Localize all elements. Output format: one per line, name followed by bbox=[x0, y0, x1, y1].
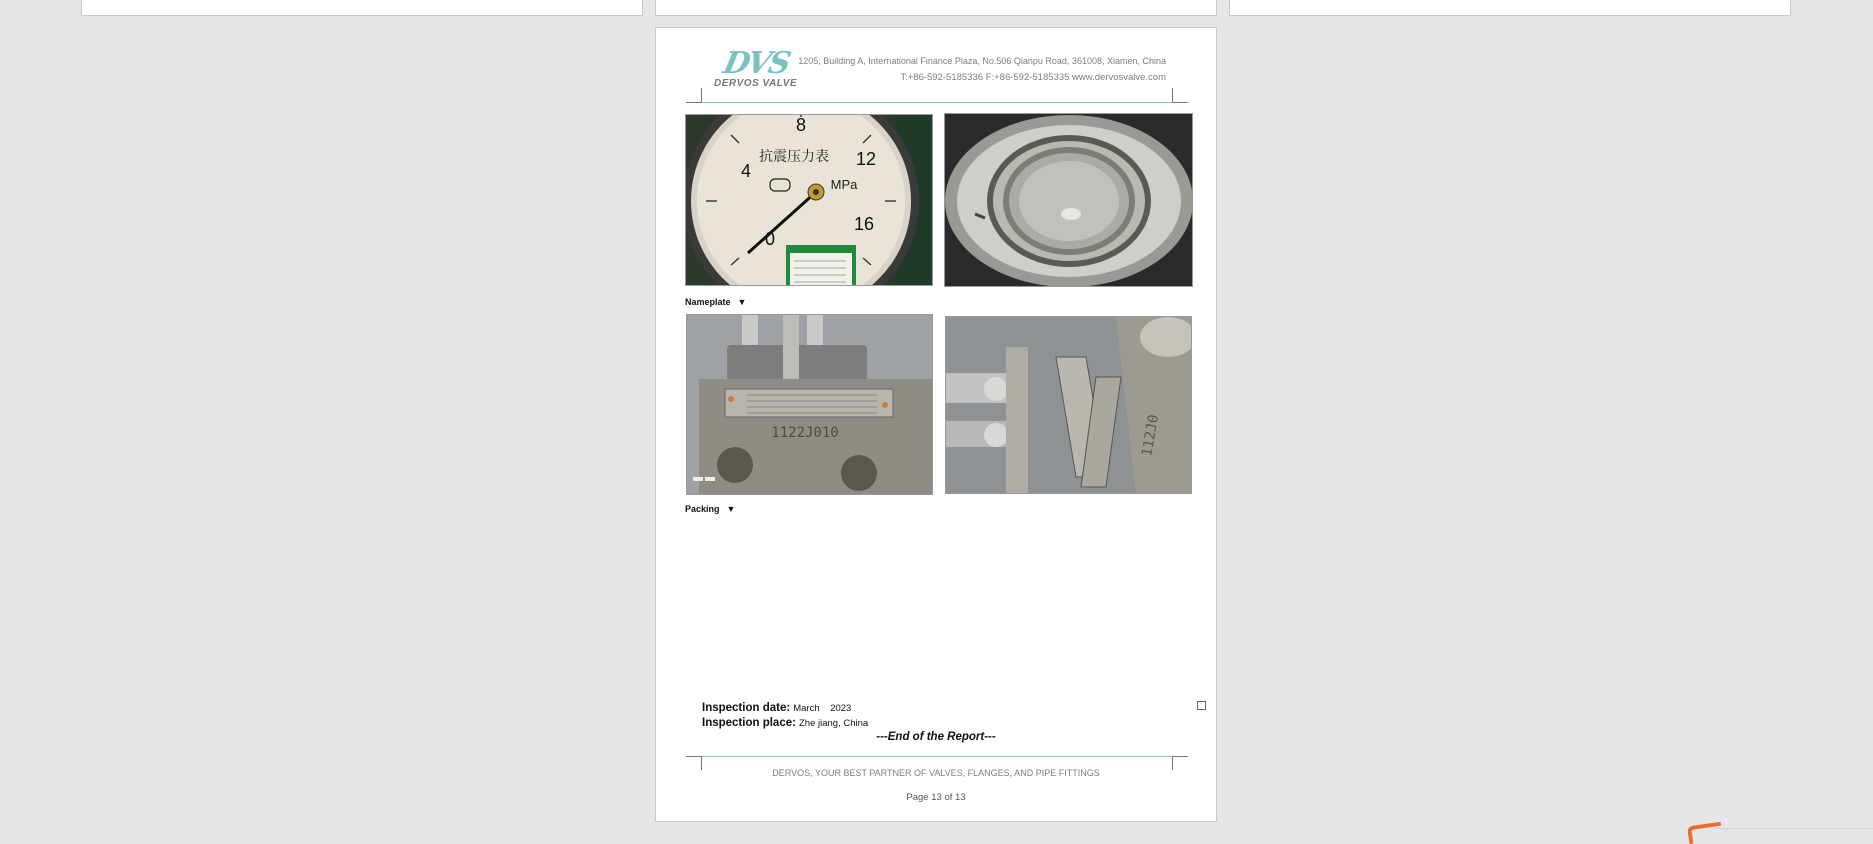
caption-packing bbox=[685, 504, 735, 514]
inspection-date-value: March 2023 bbox=[793, 703, 852, 714]
end-of-report: ---End of the Report--- bbox=[876, 731, 996, 743]
corner-mark-top-right bbox=[1172, 88, 1173, 102]
logo-text: DERVOS VALVE bbox=[714, 78, 798, 89]
caption-nameplate bbox=[685, 297, 746, 307]
gauge-label-8: 8 bbox=[795, 115, 807, 135]
nameplate-toggle-icon[interactable]: ▼ bbox=[737, 297, 747, 307]
gauge-label-4: 4 bbox=[740, 161, 752, 181]
corner-mark-top-left-h bbox=[686, 102, 702, 103]
inspection-place-label: Inspection place: bbox=[702, 717, 796, 729]
gauge-label-12: 12 bbox=[855, 149, 877, 169]
gauge-chinese-label: 抗震压力表 bbox=[759, 149, 829, 165]
cast-serial: 1122J010 bbox=[771, 425, 839, 441]
previous-page-right bbox=[1229, 0, 1791, 16]
company-contact: T:+86-592-5185336 F:+86-592-5185335 www.dervosvalve.com bbox=[900, 72, 1166, 83]
status-divider bbox=[1715, 828, 1873, 829]
footer-rule bbox=[702, 756, 1172, 757]
inspection-place-value: Zhe jiang, China bbox=[799, 718, 869, 729]
gauge-unit: MPa bbox=[830, 177, 858, 192]
photo-pressure-gauge bbox=[685, 114, 933, 286]
document-page bbox=[655, 27, 1217, 822]
photo-nameplate-side bbox=[945, 316, 1192, 494]
caption-packing-label: Packing bbox=[685, 504, 720, 514]
page-number: Page 13 of 13 bbox=[906, 792, 966, 803]
content-checkbox[interactable] bbox=[1197, 701, 1206, 710]
photo-valve-seat bbox=[944, 113, 1193, 287]
packing-toggle-icon[interactable]: ▼ bbox=[726, 504, 736, 514]
corner-mark-bottom-right-h bbox=[1172, 756, 1188, 757]
company-logo bbox=[714, 46, 810, 92]
header-rule bbox=[702, 102, 1172, 103]
previous-page-center bbox=[655, 0, 1217, 16]
logo-mark: DVS bbox=[720, 46, 793, 81]
inspection-date-label: Inspection date: bbox=[702, 702, 791, 714]
company-address: 1205, Building A, International Finance Plaza, No.506 Qianpu Road, 361008, Xiamen, China bbox=[798, 56, 1166, 66]
gauge-label-16: 16 bbox=[853, 214, 875, 234]
app-launcher-icon[interactable] bbox=[1687, 822, 1723, 844]
inspection-date bbox=[702, 702, 851, 714]
previous-page-left bbox=[81, 0, 643, 16]
footer-tagline: DERVOS, YOUR BEST PARTNER OF VALVES, FLANGES, AND PIPE FITTINGS bbox=[772, 768, 1100, 778]
corner-mark-top-left bbox=[701, 88, 702, 102]
corner-mark-top-right-h bbox=[1172, 102, 1188, 103]
gauge-label-0: 0 bbox=[764, 229, 776, 249]
photo-nameplate-front bbox=[686, 314, 933, 495]
svg-text:112J0: 112J0 bbox=[1139, 413, 1163, 458]
caption-nameplate-label: Nameplate bbox=[685, 297, 731, 307]
inspection-place bbox=[702, 717, 868, 729]
corner-mark-bottom-left-h bbox=[686, 756, 702, 757]
